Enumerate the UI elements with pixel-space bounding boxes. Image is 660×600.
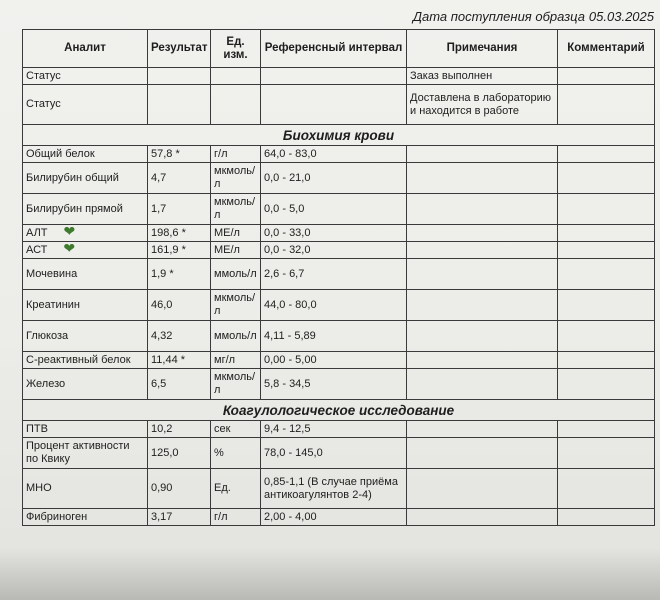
analyte-result: 1,9 *	[148, 259, 211, 290]
table-row	[23, 509, 655, 526]
sample-date	[409, 9, 654, 24]
table-row	[23, 242, 655, 259]
analyte-unit: мкмоль/л	[211, 163, 261, 194]
table-header-row	[23, 30, 655, 68]
analyte-reference: 2,00 - 4,00	[261, 509, 407, 526]
analyte-result: 161,9 *	[148, 242, 211, 259]
table-row	[23, 163, 655, 194]
col-unit: Ед. изм.	[211, 30, 261, 68]
table-row	[23, 194, 655, 225]
analyte-name: АСТ	[26, 244, 48, 256]
analyte-unit: МЕ/л	[211, 242, 261, 259]
analyte-reference: 2,6 - 6,7	[261, 259, 407, 290]
table-row	[23, 421, 655, 438]
results-table	[22, 29, 655, 526]
analyte-reference: 64,0 - 83,0	[261, 146, 407, 163]
table-row	[23, 146, 655, 163]
analyte-unit: %	[211, 438, 261, 469]
analyte-name: АЛТ	[26, 227, 48, 239]
table-row	[23, 259, 655, 290]
analyte-name: С-реактивный белок	[23, 352, 148, 369]
analyte-reference: 78,0 - 145,0	[261, 438, 407, 469]
table-row	[23, 352, 655, 369]
col-comments: Комментарий	[558, 30, 655, 68]
analyte-unit: мкмоль/л	[211, 369, 261, 400]
status-note: Доставлена в лабораторию и находится в работе	[407, 85, 558, 125]
analyte-unit: ммоль/л	[211, 259, 261, 290]
analyte-reference: 0,0 - 33,0	[261, 225, 407, 242]
analyte-result: 10,2	[148, 421, 211, 438]
analyte-result: 125,0	[148, 438, 211, 469]
table-row	[23, 290, 655, 321]
table-row	[23, 321, 655, 352]
analyte-reference: 0,0 - 32,0	[261, 242, 407, 259]
page-shadow	[0, 548, 660, 600]
table-row	[23, 369, 655, 400]
analyte-name: Фибриноген	[23, 509, 148, 526]
section-title: Биохимия крови	[23, 125, 655, 146]
status-row	[23, 85, 655, 125]
analyte-name: Глюкоза	[23, 321, 148, 352]
analyte-reference: 9,4 - 12,5	[261, 421, 407, 438]
analyte-result: 198,6 *	[148, 225, 211, 242]
analyte-result: 57,8 *	[148, 146, 211, 163]
col-analyte: Аналит	[23, 30, 148, 68]
analyte-reference: 44,0 - 80,0	[261, 290, 407, 321]
sample-date-label: Дата поступления образца	[412, 9, 585, 24]
analyte-result: 3,17	[148, 509, 211, 526]
analyte-reference: 0,00 - 5,00	[261, 352, 407, 369]
analyte-reference: 5,8 - 34,5	[261, 369, 407, 400]
section-biochemistry	[23, 125, 655, 146]
analyte-unit: г/л	[211, 509, 261, 526]
analyte-unit: ммоль/л	[211, 321, 261, 352]
analyte-name: Мочевина	[23, 259, 148, 290]
analyte-name: Железо	[23, 369, 148, 400]
analyte-unit: Ед.	[211, 469, 261, 509]
analyte-name: Процент активности по Квику	[23, 438, 148, 469]
status-note: Заказ выполнен	[407, 68, 558, 85]
analyte-name: Билирубин прямой	[23, 194, 148, 225]
heart-icon: ❤	[63, 241, 76, 256]
analyte-unit: мкмоль/л	[211, 290, 261, 321]
status-row	[23, 68, 655, 85]
analyte-reference: 0,0 - 21,0	[261, 163, 407, 194]
analyte-result: 11,44 *	[148, 352, 211, 369]
analyte-name: ПТВ	[23, 421, 148, 438]
table-row	[23, 225, 655, 242]
analyte-reference: 4,11 - 5,89	[261, 321, 407, 352]
analyte-name: Билирубин общий	[23, 163, 148, 194]
section-coagulation	[23, 400, 655, 421]
analyte-name: Креатинин	[23, 290, 148, 321]
analyte-unit: мг/л	[211, 352, 261, 369]
analyte-reference: 0,0 - 5,0	[261, 194, 407, 225]
table-row	[23, 438, 655, 469]
analyte-unit: мкмоль/л	[211, 194, 261, 225]
col-reference: Референсный интервал	[261, 30, 407, 68]
analyte-result: 46,0	[148, 290, 211, 321]
col-notes: Примечания	[407, 30, 558, 68]
analyte-result: 6,5	[148, 369, 211, 400]
heart-icon: ❤	[63, 224, 76, 239]
analyte-name: МНО	[23, 469, 148, 509]
analyte-unit: сек	[211, 421, 261, 438]
table-row	[23, 469, 655, 509]
col-result: Результат	[148, 30, 211, 68]
analyte-name: Общий белок	[23, 146, 148, 163]
status-label: Статус	[23, 85, 148, 125]
analyte-result: 1,7	[148, 194, 211, 225]
sample-date-value: 05.03.2025	[588, 9, 654, 24]
status-label: Статус	[23, 68, 148, 85]
section-title: Коагулологическое исследование	[23, 400, 655, 421]
analyte-reference: 0,85-1,1 (В случае приёма антикоагулянтов 2-4)	[261, 469, 407, 509]
analyte-unit: МЕ/л	[211, 225, 261, 242]
analyte-result: 0,90	[148, 469, 211, 509]
analyte-result: 4,7	[148, 163, 211, 194]
analyte-result: 4,32	[148, 321, 211, 352]
analyte-unit: г/л	[211, 146, 261, 163]
